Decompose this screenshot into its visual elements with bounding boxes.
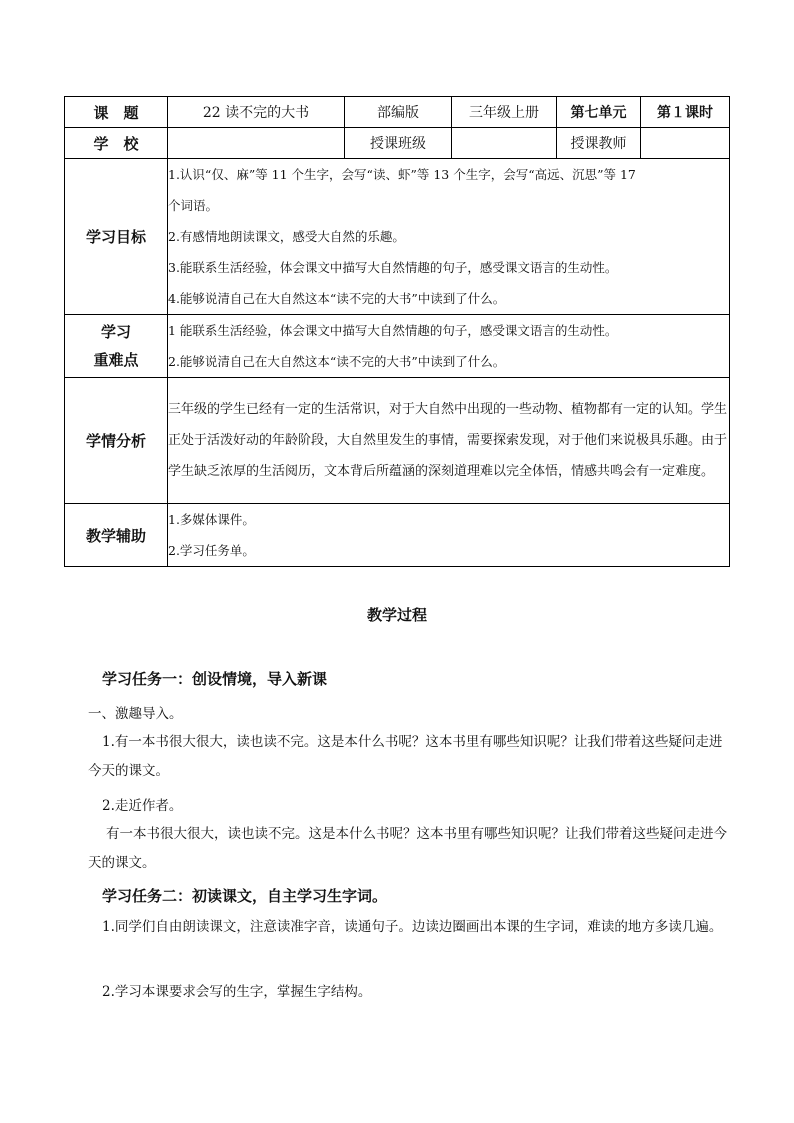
aid-line: 2.学习任务单。 xyxy=(168,543,255,558)
key-points-content xyxy=(168,315,730,378)
key-point-line: 1 能联系生活经验，体会课文中描写大自然情趣的句子，感受课文语言的生动性。 xyxy=(168,323,618,338)
unit: 第七单元 xyxy=(557,97,641,128)
process-title: 教学过程 xyxy=(366,606,427,624)
goal-line: 个词语。 xyxy=(168,198,219,213)
paragraph-3: 有一本书很大很大，读也读不完。这是本什么书呢？这本书里有哪些知识呢？让我们带着这些疑问走进今天的课文。 xyxy=(88,826,727,871)
aid-line: 1.多媒体课件。 xyxy=(168,512,255,527)
paragraph-4: 1.同学们自由朗读课文，注意读准字音，读通句子。边读边圈画出本课的生字词，难读的地方多读几遍。 xyxy=(102,919,723,935)
step-1: 一、激趣导入。 xyxy=(88,706,183,722)
key-points-label-line2: 重难点 xyxy=(93,351,139,369)
edition: 部编版 xyxy=(345,97,452,128)
goals-label: 学习目标 xyxy=(65,159,168,315)
class-value xyxy=(452,128,557,159)
school-value xyxy=(168,128,345,159)
analysis-row xyxy=(65,378,730,504)
key-points-row xyxy=(65,315,730,378)
key-point-line: 2.能够说清自己在大自然这本“读不完的大书”中读到了什么。 xyxy=(168,354,506,369)
period: 第１课时 xyxy=(641,97,730,128)
course-title: 22 读不完的大书 xyxy=(168,97,345,128)
paragraph-1: 1.有一本书很大很大，读也读不完。这是本什么书呢？这本书里有哪些知识呢？让我们带着这些疑问走进今天的课文。 xyxy=(88,734,723,779)
course-label: 课 题 xyxy=(65,97,168,128)
key-points-label xyxy=(65,315,168,378)
aids-row xyxy=(65,504,730,567)
task-2-heading: 学习任务二：初读课文，自主学习生字词。 xyxy=(102,887,388,905)
analysis-text: 三年级的学生已经有一定的生活常识，对于大自然中出现的一些动物、植物都有一定的认知。学生正处于活泼好动的年龄阶段，大自然里发生的事情，需要探索发现，对于他们来说极具乐趣。由于学生缺乏浓厚的生活阅历，文本背后所蕴涵的深刻道理难以完全体悟，情感共鸣会有一定难度。 xyxy=(168,378,730,504)
teacher-label: 授课教师 xyxy=(557,128,641,159)
goals-row xyxy=(65,159,730,315)
aids-label: 教学辅助 xyxy=(65,504,168,567)
goal-line: 3.能联系生活经验，体会课文中描写大自然情趣的句子，感受课文语言的生动性。 xyxy=(168,260,618,275)
teacher-value xyxy=(641,128,730,159)
course-row xyxy=(65,97,730,128)
goal-line: 4.能够说清自己在大自然这本“读不完的大书”中读到了什么。 xyxy=(168,291,506,306)
goals-content xyxy=(168,159,730,315)
school-label: 学 校 xyxy=(65,128,168,159)
key-points-label-line1: 学习 xyxy=(100,323,131,341)
lesson-info-table xyxy=(64,96,730,567)
school-row xyxy=(65,128,730,159)
task-1-heading: 学习任务一：创设情境，导入新课 xyxy=(102,670,328,688)
grade: 三年级上册 xyxy=(452,97,557,128)
aids-content xyxy=(168,504,730,567)
paragraph-5: 2.学习本课要求会写的生字，掌握生字结构。 xyxy=(102,984,372,1000)
analysis-label: 学情分析 xyxy=(65,378,168,504)
paragraph-2: 2.走近作者。 xyxy=(102,798,183,814)
class-label: 授课班级 xyxy=(345,128,452,159)
goal-line: 2.有感情地朗读课文，感受大自然的乐趣。 xyxy=(168,229,405,244)
goal-line: 1.认识“仅、麻”等 11 个生字，会写“读、虾”等 13 个生字，会写“高远、沉思”等 17 xyxy=(168,167,636,182)
